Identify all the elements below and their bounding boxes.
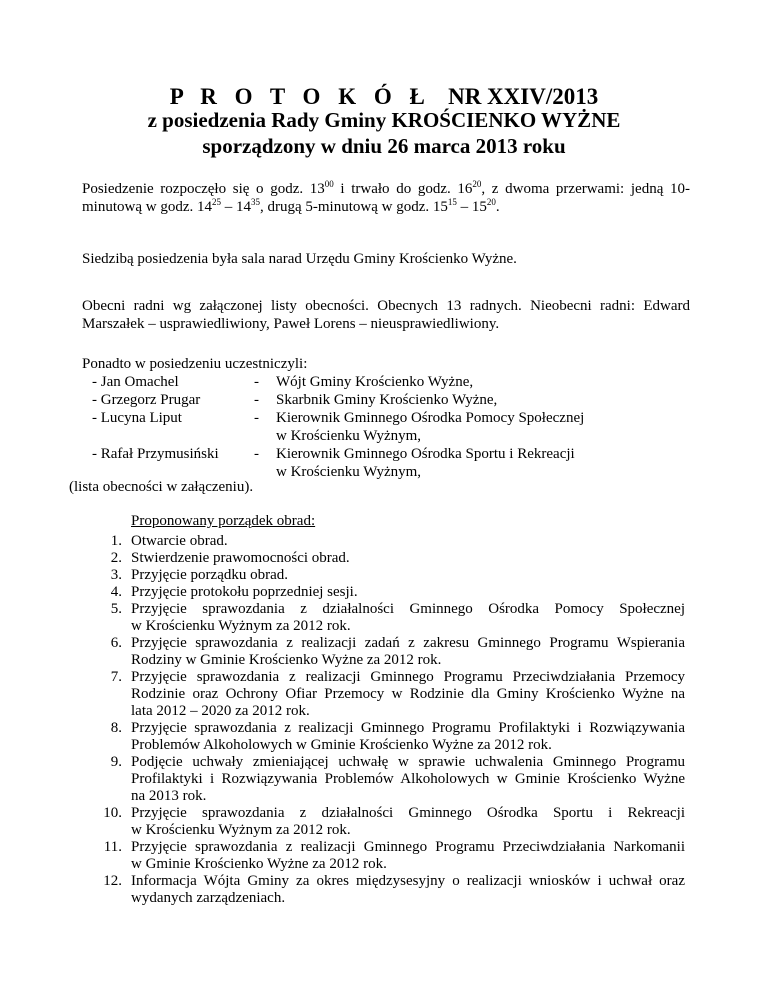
- agenda-item-text: Przyjęcie sprawozdania z realizacji zadań z zakresu Gminnego Programu Wspierania: [131, 635, 685, 651]
- agenda-item-text: Przyjęcie sprawozdania z działalności Gminnego Ośrodka Sportu i Rekreacji: [131, 805, 685, 821]
- participant-role-continued: w Krościenku Wyżnym,: [276, 428, 422, 444]
- agenda-item-text: Przyjęcie sprawozdania z realizacji Gminnego Programu Przeciwdziałania Przemocy: [131, 669, 685, 685]
- agenda-item-number: 8.: [110, 720, 122, 736]
- participant-role-continued: w Krościenku Wyżnym,: [276, 464, 422, 480]
- agenda-item-text: Otwarcie obrad.: [131, 533, 228, 549]
- participant-role: Wójt Gminy Krościenko Wyżne,: [276, 374, 474, 390]
- agenda-item-number: 11.: [103, 839, 122, 855]
- agenda-item-text: Rodzinie oraz Ochrony Ofiar Przemocy w Rodzinie dla Gminy Krościenko Wyżne na: [131, 686, 685, 702]
- agenda-item-text: Podjęcie uchwały zmieniającej uchwałę w sprawie uchwalenia Gminnego Programu: [131, 754, 685, 770]
- participant-name: - Lucyna Liput: [92, 410, 182, 426]
- agenda-item-text: Rodziny w Gminie Krościenko Wyżne za 2012 rok.: [131, 652, 442, 668]
- participant-role: Kierownik Gminnego Ośrodka Sportu i Rekreacji: [276, 446, 575, 462]
- protocol-subtitle: z posiedzenia Rady Gminy KROŚCIENKO WYŻNE: [147, 108, 621, 132]
- agenda-item-text: wydanych zarządzeniach.: [131, 890, 286, 906]
- participant-dash: -: [254, 374, 259, 390]
- participant-name: - Jan Omachel: [92, 374, 179, 390]
- participant-dash: -: [254, 410, 259, 426]
- protocol-number: NR XXIV/2013: [448, 84, 599, 109]
- agenda-item-number: 9.: [110, 754, 122, 770]
- agenda-item-text: Przyjęcie sprawozdania z realizacji Gminnego Programu Przeciwdziałania Narkomanii: [131, 839, 685, 855]
- agenda-item-text: w Gminie Krościenko Wyżne za 2012 rok.: [131, 856, 387, 872]
- venue-paragraph: Siedzibą posiedzenia była sala narad Urzędu Gminy Krościenko Wyżne.: [82, 251, 517, 267]
- attendance-line: Obecni radni wg załączonej listy obecności. Obecnych 13 radnych. Nieobecni radni: Edward: [82, 298, 690, 314]
- opening-paragraph: [82, 180, 690, 216]
- agenda-title: Proponowany porządek obrad:: [131, 513, 316, 529]
- attendance-paragraph: [82, 297, 690, 333]
- protocol-title-word: P R O T O K Ó Ł: [169, 84, 431, 109]
- agenda-item-text: na 2013 rok.: [131, 788, 207, 804]
- agenda-item-text: lata 2012 – 2020 za 2012 rok.: [131, 703, 310, 719]
- agenda-item-text: Stwierdzenie prawomocności obrad.: [131, 550, 350, 566]
- agenda-item-text: Przyjęcie sprawozdania z realizacji Gminnego Programu Profilaktyki i Rozwiązywania: [131, 720, 685, 736]
- agenda-item-number: 4.: [110, 584, 122, 600]
- agenda-item-number: 2.: [110, 550, 122, 566]
- opening-line: minutową w godz. $14^{25} - 14^{35}$, drugą 5-minutową w godz. $15^{15} - 15^{20}$.: [82, 197, 500, 215]
- agenda-item-text: w Krościenku Wyżnym za 2012 rok.: [131, 618, 351, 634]
- participant-name: - Grzegorz Prugar: [92, 392, 201, 408]
- agenda-item-text: Przyjęcie sprawozdania z działalności Gminnego Ośrodka Pomocy Społecznej: [131, 601, 685, 617]
- agenda-item-number: 1.: [110, 533, 122, 549]
- agenda-item-number: 3.: [110, 567, 122, 583]
- participant-role: Skarbnik Gminy Krościenko Wyżne,: [276, 392, 498, 408]
- agenda-item-text: Informacja Wójta Gminy za okres międzysesyjny o realizacji wniosków i uchwał oraz: [131, 873, 685, 889]
- agenda-item-number: 10.: [103, 805, 122, 821]
- participant-name: - Rafał Przymusiński: [92, 446, 219, 462]
- agenda-item-text: Przyjęcie protokołu poprzedniej sesji.: [131, 584, 358, 600]
- agenda-item-text: Problemów Alkoholowych w Gminie Krościenko Wyżne za 2012 rok.: [131, 737, 552, 753]
- agenda-item-number: 7.: [110, 669, 122, 685]
- participants-intro: Ponadto w posiedzeniu uczestniczyli:: [82, 356, 308, 372]
- agenda-item-text: Przyjęcie porządku obrad.: [131, 567, 289, 583]
- opening-line: Posiedzenie rozpoczęło się o godz. $13^{00}$ i trwało do godz. $16^{20}$, z dwoma przerwami: jedną 10-: [82, 179, 690, 197]
- protocol-title: [0, 84, 768, 110]
- agenda-item-number: 12.: [103, 873, 122, 889]
- agenda-item-text: w Krościenku Wyżnym za 2012 rok.: [131, 822, 351, 838]
- protocol-date: sporządzony w dniu 26 marca 2013 roku: [202, 134, 566, 158]
- attendance-list-note: (lista obecności w załączeniu).: [69, 479, 254, 495]
- agenda-item-number: 6.: [110, 635, 122, 651]
- agenda-item-number: 5.: [110, 601, 122, 617]
- participant-dash: -: [254, 392, 259, 408]
- agenda-item-text: Profilaktyki i Rozwiązywania Problemów Alkoholowych w Gminie Krościenko Wyżne: [131, 771, 685, 787]
- participant-role: Kierownik Gminnego Ośrodka Pomocy Społecznej: [276, 410, 585, 426]
- attendance-line: Marszałek – usprawiedliwiony, Paweł Lorens – nieusprawiedliwiony.: [82, 316, 500, 332]
- participant-dash: -: [254, 446, 259, 462]
